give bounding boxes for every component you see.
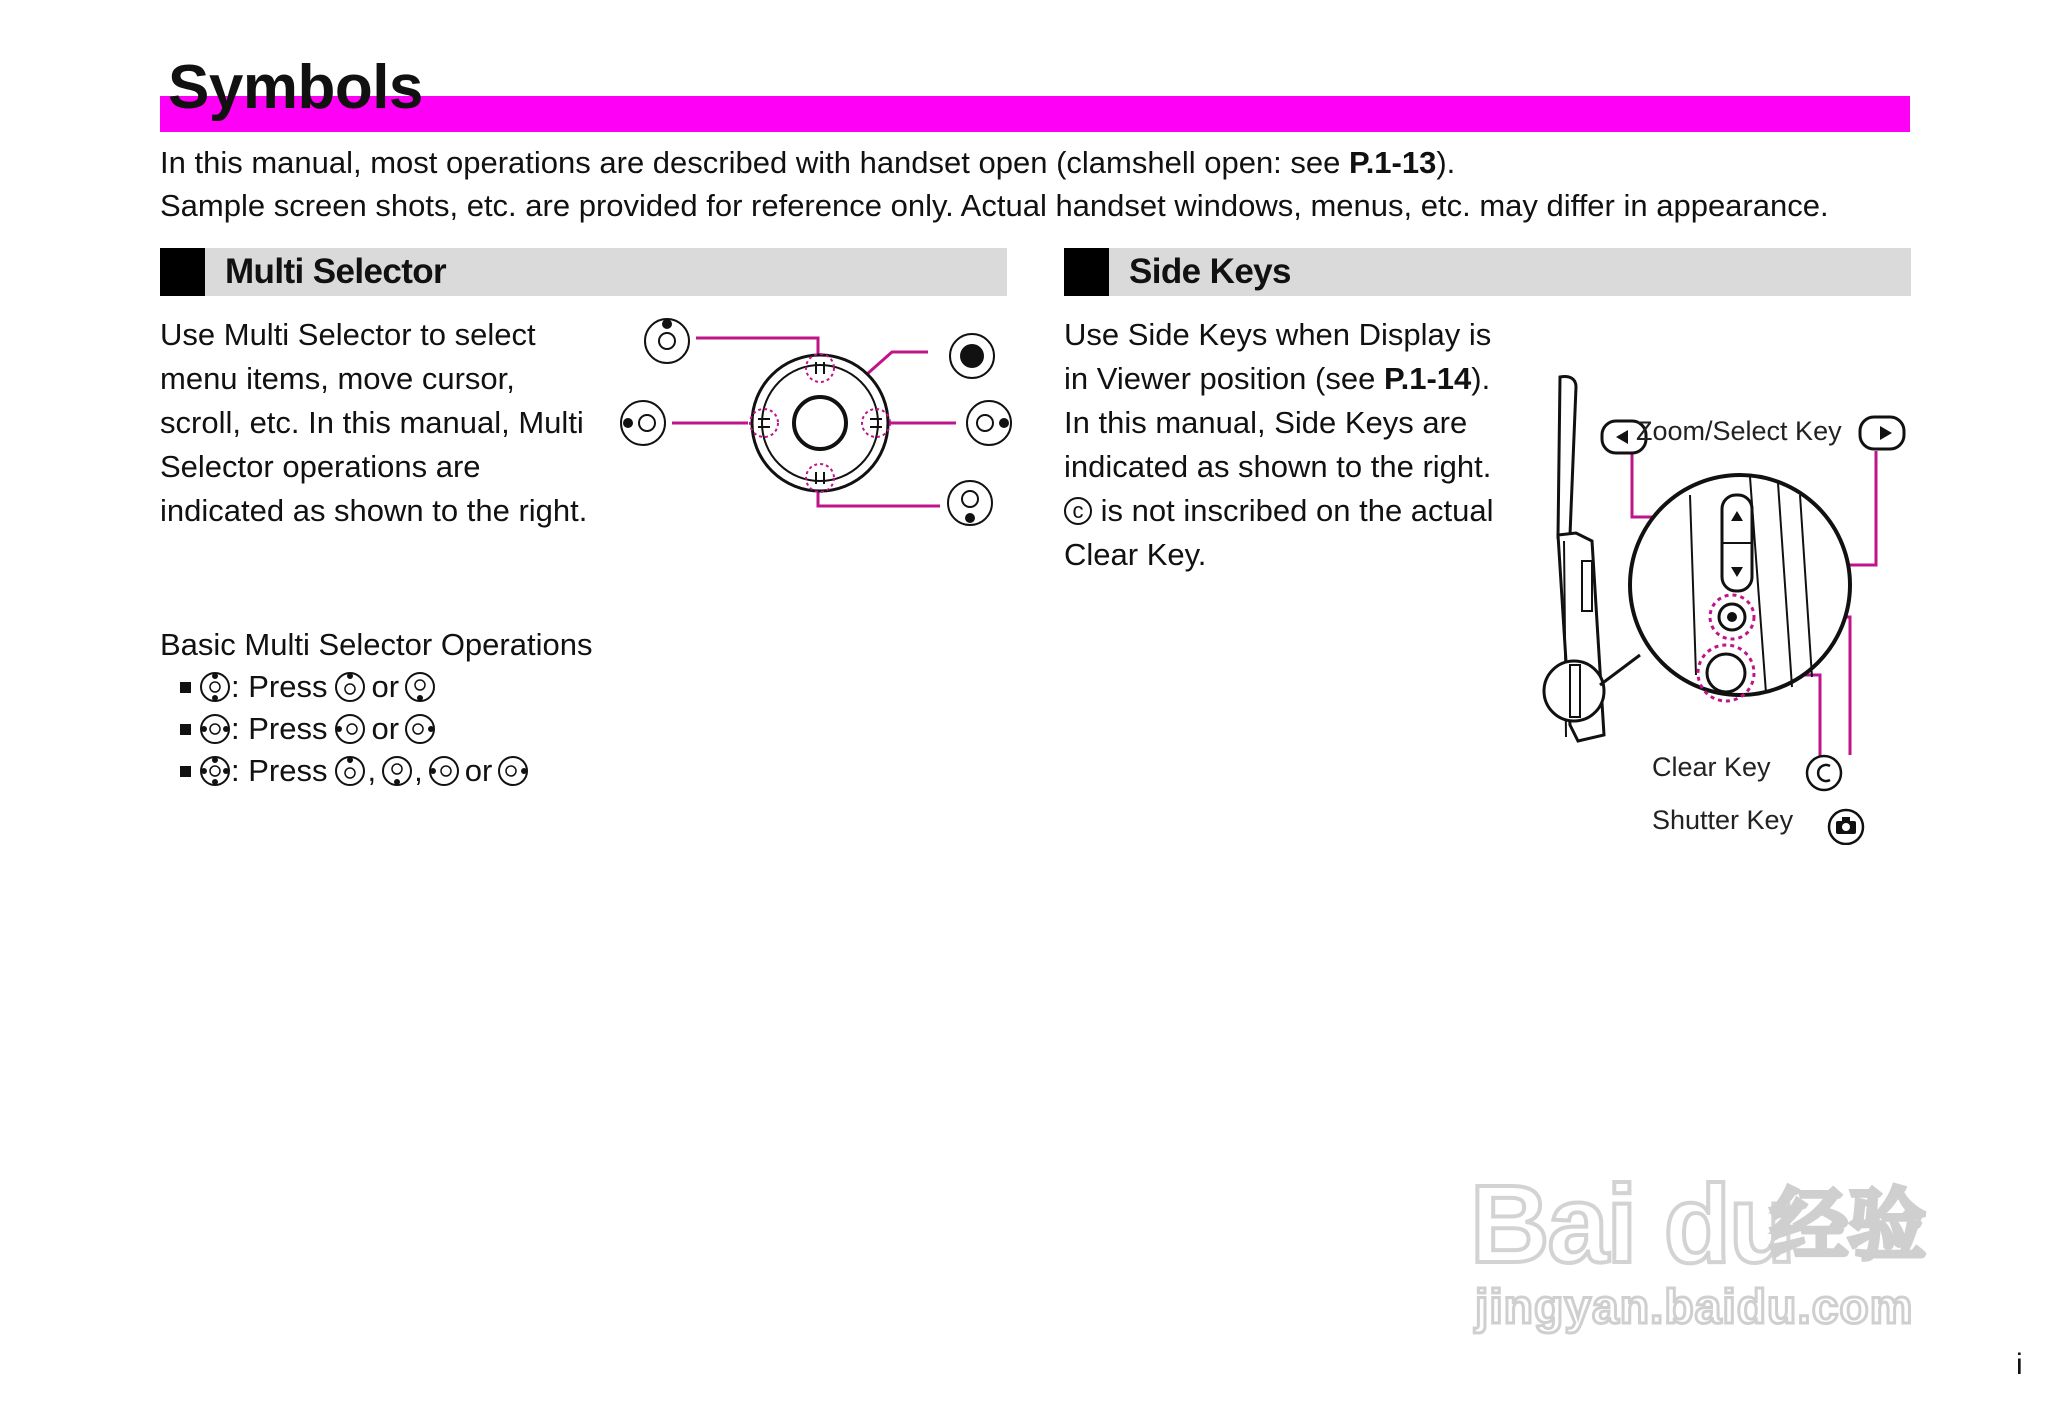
clear-key-icon: c: [1064, 497, 1092, 525]
zoom-right-arrow-icon: [1860, 417, 1904, 449]
operation-item-up-down: [180, 666, 437, 708]
desc-line: indicated as shown to the right.: [1064, 449, 1492, 484]
selector-left-icon: [333, 711, 367, 747]
section-title: Multi Selector: [225, 252, 447, 291]
section-header-side-keys: [1064, 248, 1911, 296]
desc-line: Use Multi Selector to select: [160, 317, 536, 352]
page-title: Symbols: [168, 53, 423, 122]
page-reference: P.1-13: [1349, 145, 1437, 180]
desc-text: is not inscribed on the actual: [1092, 493, 1494, 528]
operation-item-left-right: [180, 708, 437, 750]
clear-key-label-icon: [1807, 756, 1841, 790]
operation-text: : Press: [231, 669, 328, 704]
desc-line: [1064, 357, 1524, 401]
operation-item-all-directions: [180, 750, 530, 792]
desc-line: scroll, etc. In this manual, Multi: [160, 405, 584, 440]
intro-text-end: ).: [1436, 145, 1456, 180]
selector-up-icon: [645, 319, 689, 363]
watermark-cn-text: 经验: [1770, 1181, 1927, 1269]
page-reference: P.1-14: [1383, 361, 1472, 396]
selector-up-down-icon: [199, 669, 231, 705]
section-title: Side Keys: [1129, 252, 1291, 291]
selector-left-right-icon: [199, 711, 231, 747]
multi-selector-description: [160, 313, 600, 533]
desc-line: Clear Key.: [1064, 537, 1207, 572]
desc-text-end: ).: [1471, 361, 1491, 396]
selector-down-icon: [380, 753, 414, 789]
or-text: or: [371, 711, 400, 746]
selector-right-icon: [496, 753, 530, 789]
selector-center-icon: [950, 334, 994, 378]
camera-icon: [1829, 810, 1863, 844]
section-marker: [160, 248, 205, 296]
multi-selector-dial: [750, 354, 890, 492]
desc-line: menu items, move cursor,: [160, 361, 515, 396]
selector-down-icon: [948, 481, 992, 525]
desc-text: in Viewer position (see: [1064, 361, 1384, 396]
side-keys-description: [1064, 313, 1524, 577]
desc-line: Selector operations are: [160, 449, 481, 484]
basic-operations-title: Basic Multi Selector Operations: [160, 627, 593, 662]
watermark-logo-text: Bai du: [1470, 1163, 1795, 1286]
bullet: [180, 682, 191, 693]
desc-line: indicated as shown to the right.: [160, 493, 588, 528]
separator: ,: [414, 753, 423, 788]
section-header-multi-selector: [160, 248, 1007, 296]
selector-down-icon: [403, 669, 437, 705]
selector-four-way-icon: [199, 753, 231, 789]
selector-right-icon: [967, 401, 1011, 445]
bullet: [180, 724, 191, 735]
intro-line-1: [160, 143, 1455, 183]
operation-text: : Press: [231, 711, 328, 746]
clear-key-label: Clear Key: [1652, 752, 1771, 782]
desc-line: In this manual, Side Keys are: [1064, 405, 1468, 440]
selector-up-icon: [333, 669, 367, 705]
bullet: [180, 766, 191, 777]
selector-left-icon: [621, 401, 665, 445]
selector-right-icon: [403, 711, 437, 747]
selector-up-icon: [333, 753, 367, 789]
or-text: or: [464, 753, 493, 788]
intro-text: In this manual, most operations are described with handset open (clamshell open: see: [160, 145, 1350, 180]
page-number: i: [2016, 1348, 2023, 1381]
desc-line: [1064, 489, 1524, 533]
watermark-url: jingyan.baidu.com: [1475, 1281, 1914, 1334]
desc-line: Use Side Keys when Display is: [1064, 317, 1492, 352]
section-marker: [1064, 248, 1109, 296]
zoom-select-key-label: Zoom/Select Key: [1636, 416, 1842, 446]
intro-line-2: Sample screen shots, etc. are provided for reference only. Actual handset windows, menus, etc. may differ in appearance.: [160, 188, 1829, 223]
shutter-key-label: Shutter Key: [1652, 805, 1794, 835]
multi-selector-diagram: [600, 310, 1020, 530]
selector-left-icon: [427, 753, 461, 789]
or-text: or: [371, 669, 400, 704]
magnified-keys: [1630, 475, 1850, 701]
separator: ,: [367, 753, 377, 788]
operation-text: : Press: [231, 753, 328, 788]
